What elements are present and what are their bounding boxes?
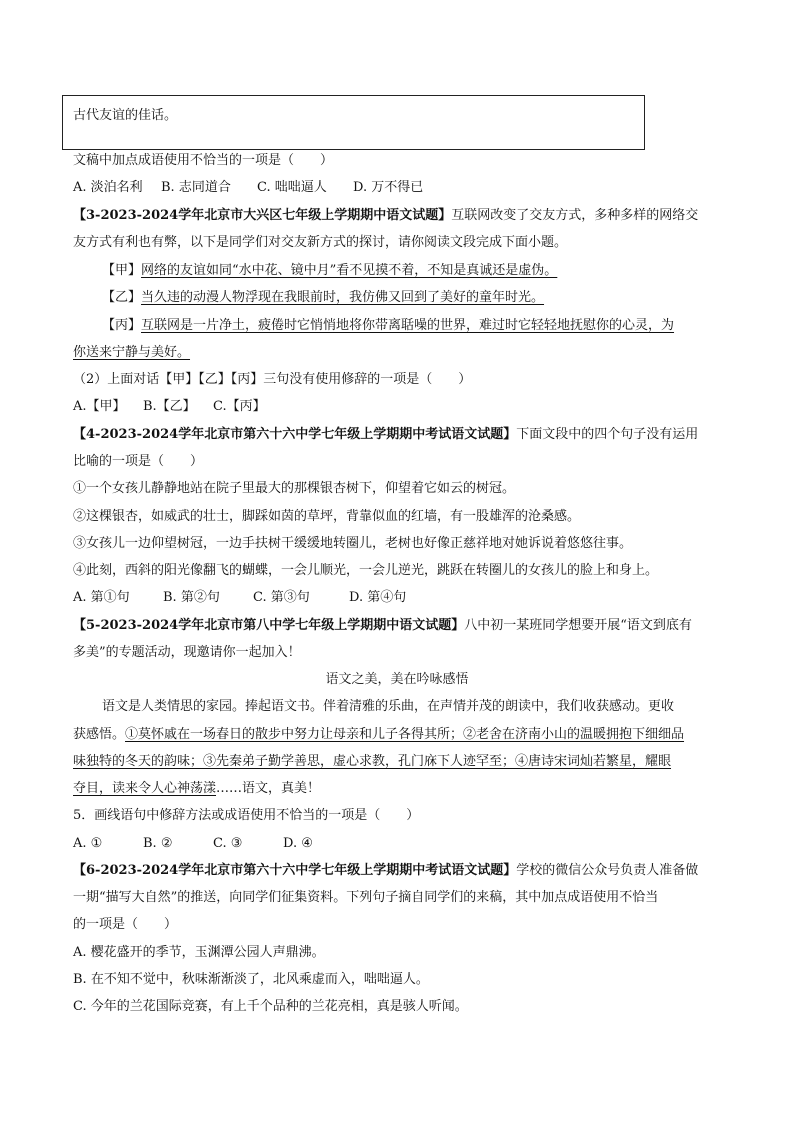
option-d: D. 万不得已 [353,180,424,195]
passage-line-4 [73,780,320,798]
question-3-intro [73,207,698,225]
question-4-intro [73,426,698,444]
sentence-yi-text: 当久违的动漫人物浮现在我眼前时，我仿佛又回到了美好的童年时光。 [141,290,545,305]
box-text: 古代友谊的佳话。 [73,108,178,123]
intro-text: 八中初一某班同学想要开展“语文到底有 [464,618,692,633]
answer-options [73,589,406,607]
source-label: 【4-2023-2024学年北京市第六十六中学七年级上学期期中考试语文试题】 [73,427,517,442]
answer-options [73,398,266,416]
sentence-bing-cont [73,344,190,362]
sentence-jia-text: 网络的友谊如同“水中花、镜中月”看不见摸不着，不知是真诚还是虚伪。 [141,263,558,278]
sentence-4: ④此刻，西斜的阳光像翻飞的蝴蝶，一会儿顺光，一会儿逆光，跳跃在转圈儿的女孩儿的脸上和身上。 [73,563,659,578]
question-6-intro-cont: 一期“描写大自然”的推送，向同学们征集资料。下列句子摘自同学们的来稿，其中加点成语使用不恰当 [73,890,659,905]
option-c: C. 咄咄逼人 [257,180,327,195]
option-d: D. 第④句 [349,590,407,605]
option-c: C. ③ [213,836,243,851]
passage-line-2 [73,726,684,744]
sentence-jia [102,262,557,280]
tag-jia: 【甲】 [102,263,142,278]
intro-text: 互联网改变了交友方式，多种多样的网络交 [451,208,699,223]
question-5-intro-cont: 多美”的专题活动，现邀请你一起加入！ [73,645,301,660]
option-d: D. ④ [283,836,313,851]
intro-text: 学校的微信公众号负责人准备做 [516,863,699,878]
question-5-stem: 5．画线语句中修辞方法或成语使用不恰当的一项是（ ） [73,808,420,823]
question-4-intro-cont: 比喻的一项是（ ） [73,454,204,469]
passage-text: 获感悟。 [73,727,126,742]
passage-line-3 [73,753,671,771]
tag-bing: 【丙】 [102,318,142,333]
passage-text: ……语文，真美！ [216,781,321,796]
tag-yi: 【乙】 [102,290,142,305]
option-a: A. 淡泊名利 [73,180,143,195]
question-5-intro [73,617,692,635]
underlined-text: 夺目，读来令人心神荡漾 [73,781,217,796]
sentence-1: ①一个女孩儿静静地站在院子里最大的那棵银杏树下，仰望着它如云的树冠。 [73,481,516,496]
sentence-yi [102,289,544,307]
underlined-text: ①莫怀戚在一场春日的散步中努力让母亲和儿子各得其所；②老舍在济南小山的温暖拥抱下细细品 [125,727,685,742]
passage-title: 语文之美，美在吟咏感悟 [325,672,469,687]
option-b: B. 第②句 [163,590,220,605]
sentence-3: ③女孩儿一边仰望树冠，一边手扶树干缓缓地转圈儿，老树也好像正慈祥地对她诉说着悠悠往事。 [73,536,633,551]
option-a: A. ① [73,836,103,851]
option-b: B. ② [143,836,173,851]
option-a: A.【甲】 [73,399,126,414]
option-c: C.【丙】 [213,399,266,414]
option-b: B. 志同道合 [161,180,231,195]
option-a: A. 樱花盛开的季节，玉渊潭公园人声鼎沸。 [73,945,325,960]
source-label: 【3-2023-2024学年北京市大兴区七年级上学期期中语文试题】 [73,208,452,223]
question-stem: 文稿中加点成语使用不恰当的一项是（ ） [73,153,334,168]
option-a: A. 第①句 [73,590,130,605]
question-6-intro [73,862,698,880]
intro-text: 下面文段中的四个句子没有运用 [516,427,699,442]
sentence-2: ②这棵银杏，如威武的壮士，脚踩如茵的草坪，背靠似血的红墙，有一股雄浑的沧桑感。 [73,509,581,524]
question-3-intro-cont: 友方式有利也有弊，以下是同学们对交友新方式的探讨，请你阅读文段完成下面小题。 [73,235,568,250]
option-b: B. 在不知不觉中，秋味渐渐淡了，北风乘虚而入，咄咄逼人。 [73,972,429,987]
passage-line-1: 语文是人类情思的家园。捧起语文书。伴着清雅的乐曲，在声情并茂的朗读中，我们收获感动。更收 [102,699,675,714]
sentence-bing-text-cont: 你送来宁静与美好。 [73,345,191,360]
sentence-bing [102,317,674,335]
option-c: C. 第③句 [253,590,310,605]
sentence-bing-text: 互联网是一片净土，疲倦时它悄悄地将你带离聒噪的世界，难过时它轻轻地抚慰你的心灵，为 [141,318,675,333]
source-label: 【6-2023-2024学年北京市第六十六中学七年级上学期期中考试语文试题】 [73,863,517,878]
source-label: 【5-2023-2024学年北京市第八中学七年级上学期期中语文试题】 [73,618,465,633]
option-c: C. 今年的兰花国际竞赛，有上千个品种的兰花亮相，真是骇人听闻。 [73,999,468,1014]
quoted-text-box [62,95,645,150]
question-3-stem: （2）上面对话【甲】【乙】【丙】三句没有使用修辞的一项是（ ） [73,372,472,387]
answer-options [73,179,423,197]
answer-options [73,835,313,853]
option-b: B.【乙】 [143,399,196,414]
question-6-intro-cont2: 的一项是（ ） [73,917,178,932]
underlined-text: 味独特的冬天的韵味；③先秦弟子勤学善思，虚心求教，孔门庥下人迹罕至；④唐诗宋词灿若繁星，耀眼 [73,754,672,769]
